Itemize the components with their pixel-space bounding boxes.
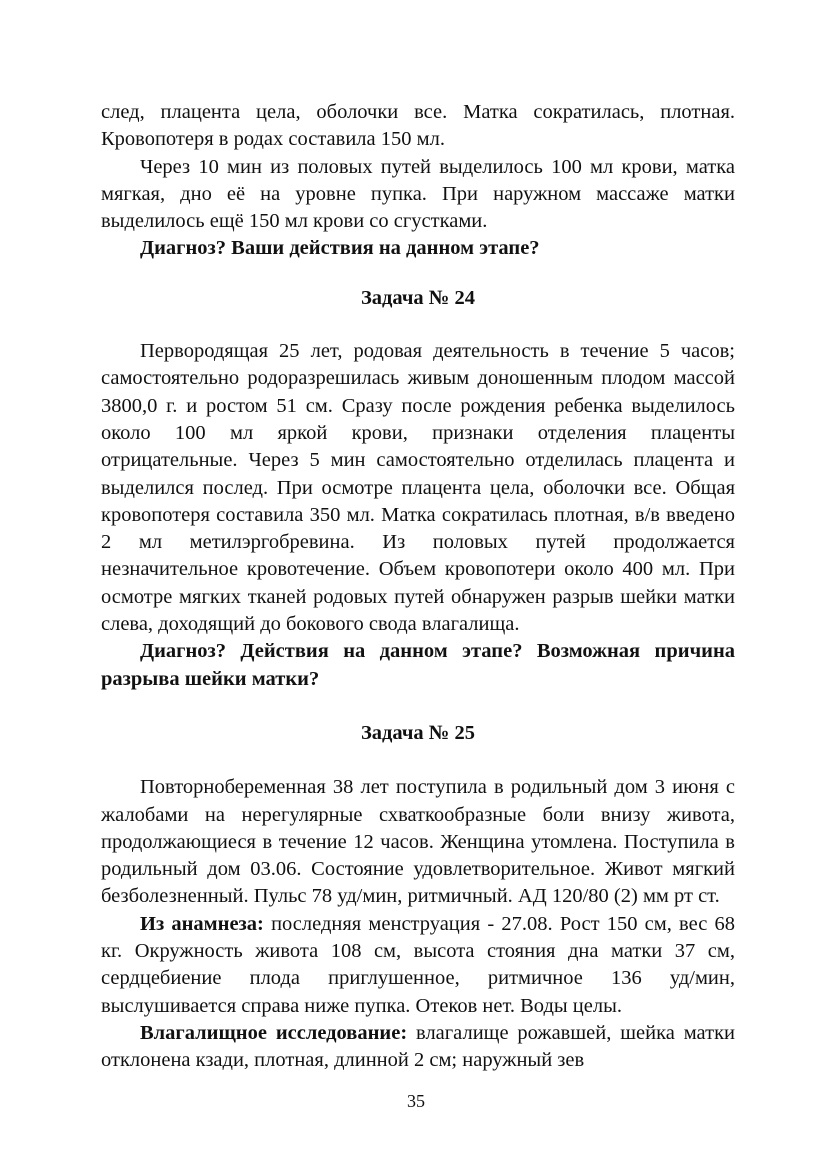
- intro-paragraph-1: след, плацента цела, оболочки все. Матка сократилась, плотная. Кровопотеря в родах составила 150 мл.: [101, 101, 735, 151]
- task-24-heading: Задача № 24: [360, 286, 476, 309]
- anamnesis-text: последняя менструация - 27.08. Рост 150 см, вес 68 кг. Окружность живота 108 см, высота стояния дна матки 37 см, сердцебиение плода приглушенное, ритмичное 136 уд/мин, выслушивается справа ниже пупка. Отеков нет. Воды целы.: [101, 912, 735, 1017]
- intro-paragraph-2: Через 10 мин из половых путей выделилось 100 мл крови, матка мягкая, дно её на уровне пупка. При наружном массаже матки выделилось ещё 150 мл крови со сгустками.: [101, 155, 735, 233]
- task-25-heading: Задача № 25: [360, 721, 476, 744]
- intro-question: Диагноз? Ваши действия на данном этапе?: [140, 237, 540, 260]
- task-25-anamnesis: [101, 911, 735, 1020]
- task-24-body: Первородящая 25 лет, родовая деятельность в течение 5 часов; самостоятельно родоразрешилась живым доношенным плодом массой 3800,0 г. и ростом 51 см. Сразу после рождения ребенка выделилось около 100 мл яркой крови, признаки отделения плаценты отрицательные. Через 5 мин самостоятельно отделилась плацента и выделился послед. При осмотре плацента цела, оболочки все. Общая кровопотеря составила 350 мл. Матка сократилась плотная, в/в введено 2 мл метилэргобревина. Из половых путей продолжается незначительное кровотечение. Объем кровопотери около 400 мл. При осмотре мягких тканей родовых путей обнаружен разрыв шейки матки слева, доходящий до бокового свода влагалища.: [101, 340, 735, 636]
- task-24-question: Диагноз? Действия на данном этапе? Возможная причина разрыва шейки матки?: [101, 640, 735, 690]
- task-25-vaginal-exam: [101, 1020, 735, 1075]
- task-25-body: Повторнобеременная 38 лет поступила в родильный дом 3 июня с жалобами на нерегулярные схваткообразные боли внизу живота, продолжающиеся в течение 12 часов. Женщина утомлена. Поступила в родильный дом 03.06. Состояние удовлетворительное. Живот мягкий безболезненный. Пульс 78 уд/мин, ритмичный. АД 120/80 (2) мм рт ст.: [101, 776, 735, 908]
- vaginal-exam-text: влагалище рожавшей, шейка матки отклонена кзади, плотная, длинной 2 см; наружный зев: [101, 1021, 735, 1072]
- anamnesis-label: Из анамнеза:: [140, 912, 264, 935]
- page-content: [101, 99, 735, 1075]
- page-number: 35: [407, 1091, 425, 1111]
- vaginal-exam-label: Влагалищное исследование:: [140, 1021, 408, 1044]
